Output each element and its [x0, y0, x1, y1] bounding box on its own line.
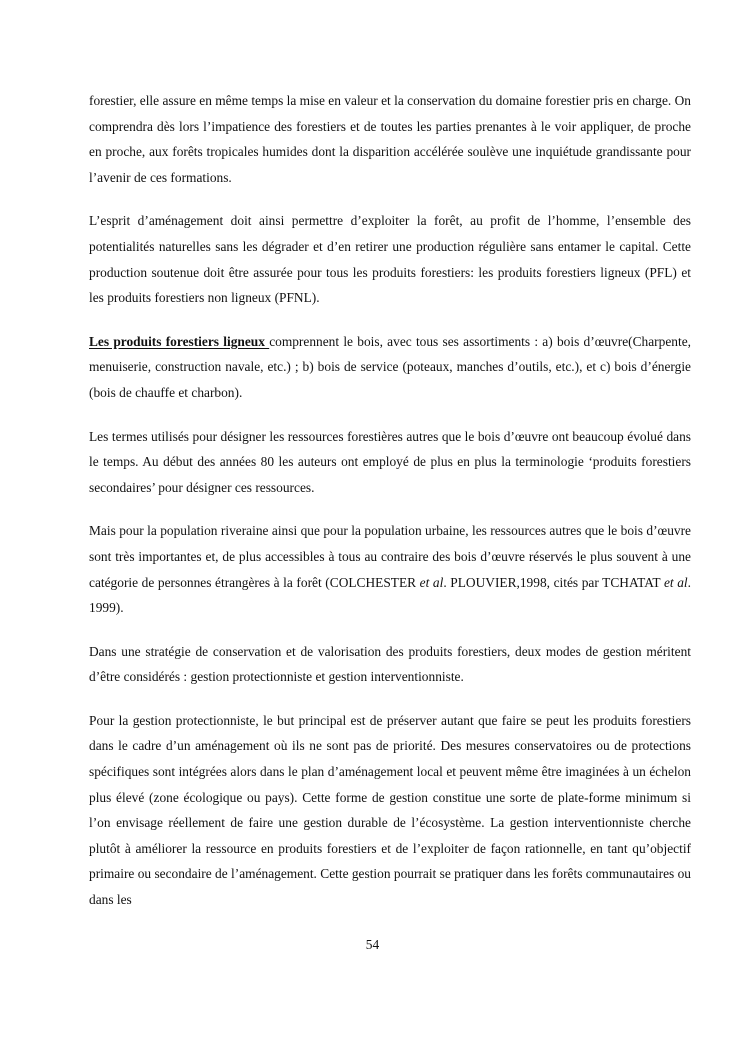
paragraph-6: Dans une stratégie de conservation et de valorisation des produits forestiers, deux modes de gestion méritent d’être considérés : gestion protectionniste et gestion interventionniste.: [89, 643, 691, 685]
paragraph-7: Pour la gestion protectionniste, le but principal est de préserver autant que faire se peut les produits forestiers dans le cadre d’un aménagement où ils ne sont pas de priorité. Des mesures conservatoires ou de protections spécifiques sont intégrées alors dans le plan d’aménagement local et peuvent même être imaginées à un échelon plus élevé (zone écologique ou pays). Cette forme de gestion constitue une sorte de plate-forme minimum si l’on envisage réellement de faire une gestion durable de l’écosystème. La gestion interventionniste cherche plutôt à améliorer la ressource en produits forestiers et de l’exploiter de façon rationnelle, en tant qu’objectif primaire ou secondaire de l’aménagement. Cette gestion pourrait se pratiquer dans les forêts communautaires ou dans les: [89, 712, 691, 908]
paragraph-5: [89, 518, 691, 620]
paragraph-1: forestier, elle assure en même temps la mise en valeur et la conservation du domaine forestier pris en charge. On comprendra dès lors l’impatience des forestiers et de toutes les parties prenantes à le voir appliquer, de proche en proche, aux forêts tropicales humides dont la disparition accélérée soulève une inquiétude grandissante pour l’avenir de ces formations.: [89, 93, 691, 185]
term-produits-ligneux: Les produits forestiers ligneux: [89, 333, 270, 349]
paragraph-3-body: comprennent le bois, avec tous ses assortiments : a) bois d’œuvre(Charpente, menuiserie, construction navale, etc.) ; b) bois de service (poteaux, manches d’outils, etc.), et c) bois d’énergie (bois de chauffe et charbon).: [89, 333, 691, 400]
citation-et-al-2: et al: [663, 574, 688, 590]
page-number: 54: [365, 937, 380, 952]
paragraph-4: Les termes utilisés pour désigner les ressources forestières autres que le bois d’œuvre ont beaucoup évolué dans le temps. Au début des années 80 les auteurs ont employé de plus en plus la terminologie ‘produits forestiers secondaires’ pour désigner ces ressources.: [89, 428, 691, 495]
document-page: [89, 88, 691, 931]
paragraph-5-part-b: . PLOUVIER,1998, cités par TCHATAT: [443, 574, 664, 590]
paragraph-3: [89, 329, 691, 406]
paragraph-2: L’esprit d’aménagement doit ainsi permettre d’exploiter la forêt, au profit de l’homme, l’ensemble des potentialités naturelles sans les dégrader et d’en retirer une production régulière sans entamer le capital. Cette production soutenue doit être assurée pour tous les produits forestiers: les produits forestiers ligneux (PFL) et les produits forestiers non ligneux (PFNL).: [89, 213, 691, 306]
paragraph-5-part-a: Mais pour la population riveraine ainsi que pour la population urbaine, les ressources autres que le bois d’œuvre sont très importantes et, de plus accessibles à tous au contraire des bois d’œuvre réservés le plus souvent à une catégorie de personnes étrangères à la forêt (COLCHESTER: [89, 523, 691, 590]
paragraph-5-part-c: . 1999).: [89, 574, 691, 616]
citation-et-al-1: et al: [419, 574, 444, 590]
